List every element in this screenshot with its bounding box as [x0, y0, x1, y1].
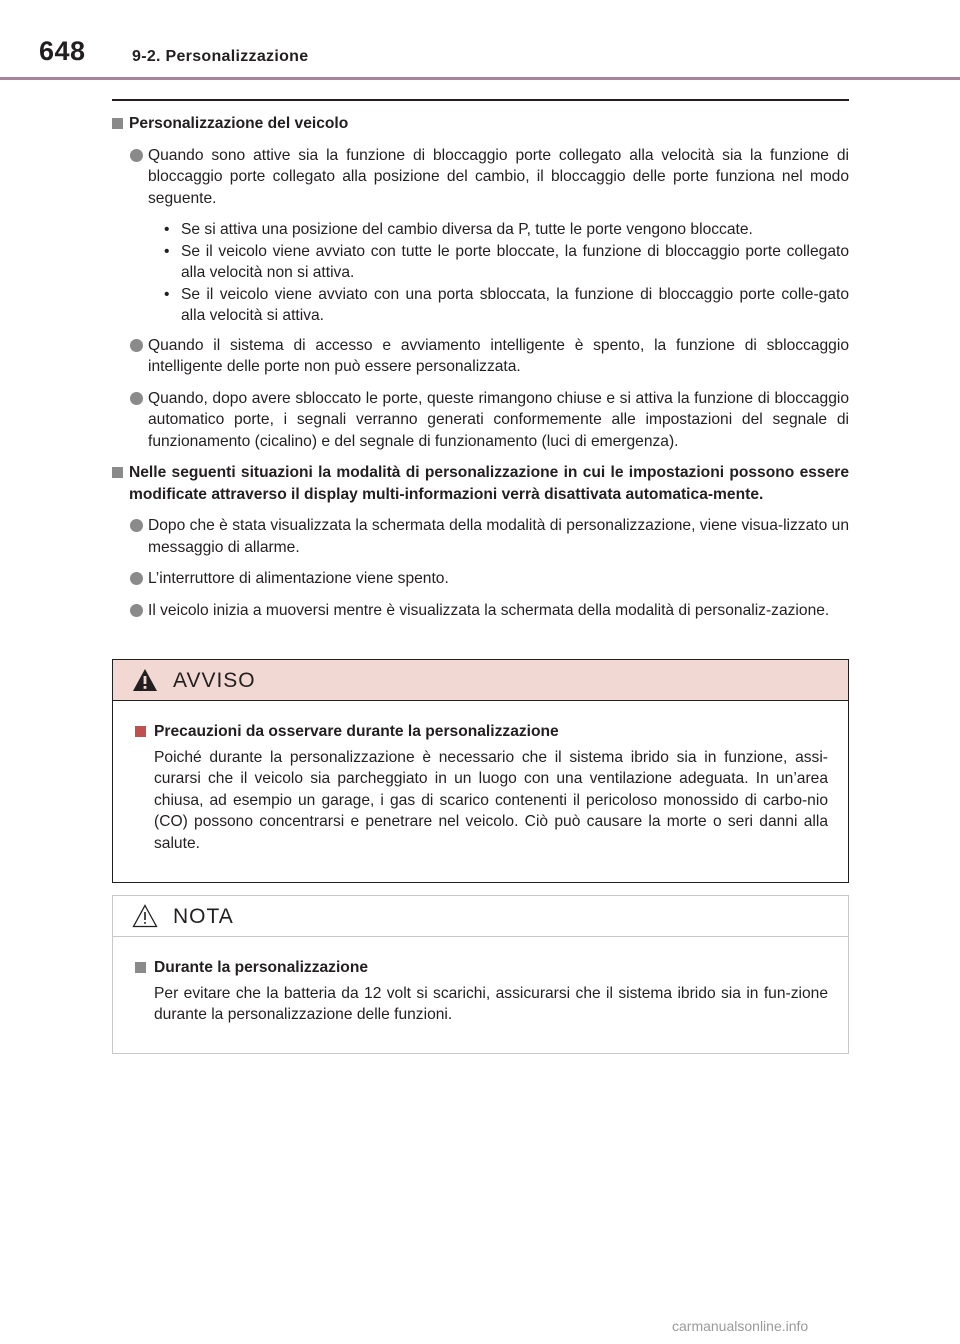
- main-content: [112, 113, 849, 631]
- middle-dot-icon: •: [164, 221, 170, 238]
- caution-triangle-outline-icon: [132, 904, 158, 928]
- bullet-item: [112, 335, 849, 378]
- note-text: Per evitare che la batteria da 12 volt si scarichi, assicurarsi che il sistema ibrido sia in fun-zione durante la personalizzazione delle funzioni.: [154, 984, 828, 1023]
- bullet-text: Quando il sistema di accesso e avviamento intelligente è spento, la funzione di sbloccaggio intelligente delle porte non può essere personalizzata.: [148, 336, 849, 375]
- note-subheading: [133, 957, 828, 979]
- bullet-text: L’interruttore di alimentazione viene spento.: [148, 570, 449, 587]
- warning-box: [112, 659, 849, 883]
- round-bullet-icon: [130, 392, 143, 405]
- section-heading: [112, 113, 849, 135]
- sub-list: [164, 219, 849, 327]
- middle-dot-icon: •: [164, 242, 170, 260]
- round-bullet-icon: [130, 149, 143, 162]
- note-subheading-text: Durante la personalizzazione: [154, 959, 369, 976]
- section-title: 9-2. Personalizzazione: [132, 48, 309, 65]
- bullet-item: [112, 515, 849, 558]
- warning-body: [113, 701, 848, 854]
- section-heading-text: Nelle seguenti situazioni la modalità di personalizzazione in cui le impostazioni possono essere modificate attraverso il display multi-informazioni verrà disattivata automatica-mente.: [129, 464, 849, 503]
- bullet-item: [112, 388, 849, 453]
- warning-box-header: [113, 660, 848, 701]
- warning-triangle-icon: [132, 668, 158, 692]
- square-bullet-icon: [135, 726, 146, 737]
- bullet-item: [112, 568, 849, 590]
- round-bullet-icon: [130, 572, 143, 585]
- square-bullet-icon: [135, 962, 146, 973]
- square-bullet-icon: [112, 467, 123, 478]
- warning-subheading-text: Precauzioni da osservare durante la personalizzazione: [154, 723, 559, 740]
- bullet-text: Il veicolo inizia a muoversi mentre è visualizzata la schermata della modalità di personaliz-zazione.: [148, 601, 830, 619]
- sub-list-text: Se il veicolo viene avviato con una porta sbloccata, la funzione di bloccaggio porte colle-gato alla velocità si attiva.: [181, 285, 849, 324]
- square-bullet-icon: [112, 118, 123, 129]
- sub-list-item: [164, 241, 849, 284]
- bullet-text: Dopo che è stata visualizzata la schermata della modalità di personalizzazione, viene visua-lizzato un messaggio di allarme.: [148, 517, 849, 556]
- round-bullet-icon: [130, 604, 143, 617]
- sub-list-item: [164, 284, 849, 327]
- note-body: [113, 937, 848, 1026]
- bullet-item: [112, 145, 849, 210]
- section-heading-text: Personalizzazione del veicolo: [129, 115, 349, 132]
- sub-list-item: [164, 219, 849, 241]
- page-number: 648: [39, 36, 86, 66]
- page-header: [0, 0, 960, 80]
- warning-text: Poiché durante la personalizzazione è necessario che il sistema ibrido sia in funzione, assi-curarsi che il veicolo sia parcheggiato in un luogo con una ventilazione adeguata. In un’area chiusa, ad esempio un garage, i gas di scarico contenenti il pericoloso monossido di carbo-nio (CO) possono concentrarsi e penetrare nel veicolo. Ciò può causare la morte o seri danni alla salute.: [154, 748, 828, 852]
- note-title: NOTA: [173, 905, 234, 928]
- note-box: [112, 895, 849, 1054]
- header-divider: [0, 77, 960, 80]
- content-top-divider: [112, 99, 849, 101]
- middle-dot-icon: •: [164, 285, 170, 303]
- bullet-text: Quando, dopo avere sbloccato le porte, queste rimangono chiuse e si attiva la funzione di bloccaggio automatico porte, i segnali verranno generati conformemente alle impostazioni del segnale di funzionamento (cicalino) e del segnale di funzionamento (luci di emergenza).: [148, 389, 849, 450]
- warning-subheading: [133, 721, 828, 743]
- round-bullet-icon: [130, 519, 143, 532]
- sub-list-text: Se si attiva una posizione del cambio diversa da P, tutte le porte vengono bloccate.: [181, 221, 753, 238]
- footer-watermark: carmanualsonline.info: [672, 1318, 809, 1334]
- section-heading: [112, 462, 849, 505]
- round-bullet-icon: [130, 339, 143, 352]
- sub-list-text: Se il veicolo viene avviato con tutte le porte bloccate, la funzione di bloccaggio porte collegato alla velocità non si attiva.: [181, 242, 849, 281]
- bullet-item: [112, 600, 849, 622]
- warning-title: AVVISO: [173, 669, 256, 692]
- note-box-header: [113, 896, 848, 937]
- bullet-text: Quando sono attive sia la funzione di bloccaggio porte collegato alla velocità sia la funzione di bloccaggio porte collegato alla posizione del cambio, il bloccaggio delle porte funziona nel modo seguente.: [148, 146, 849, 207]
